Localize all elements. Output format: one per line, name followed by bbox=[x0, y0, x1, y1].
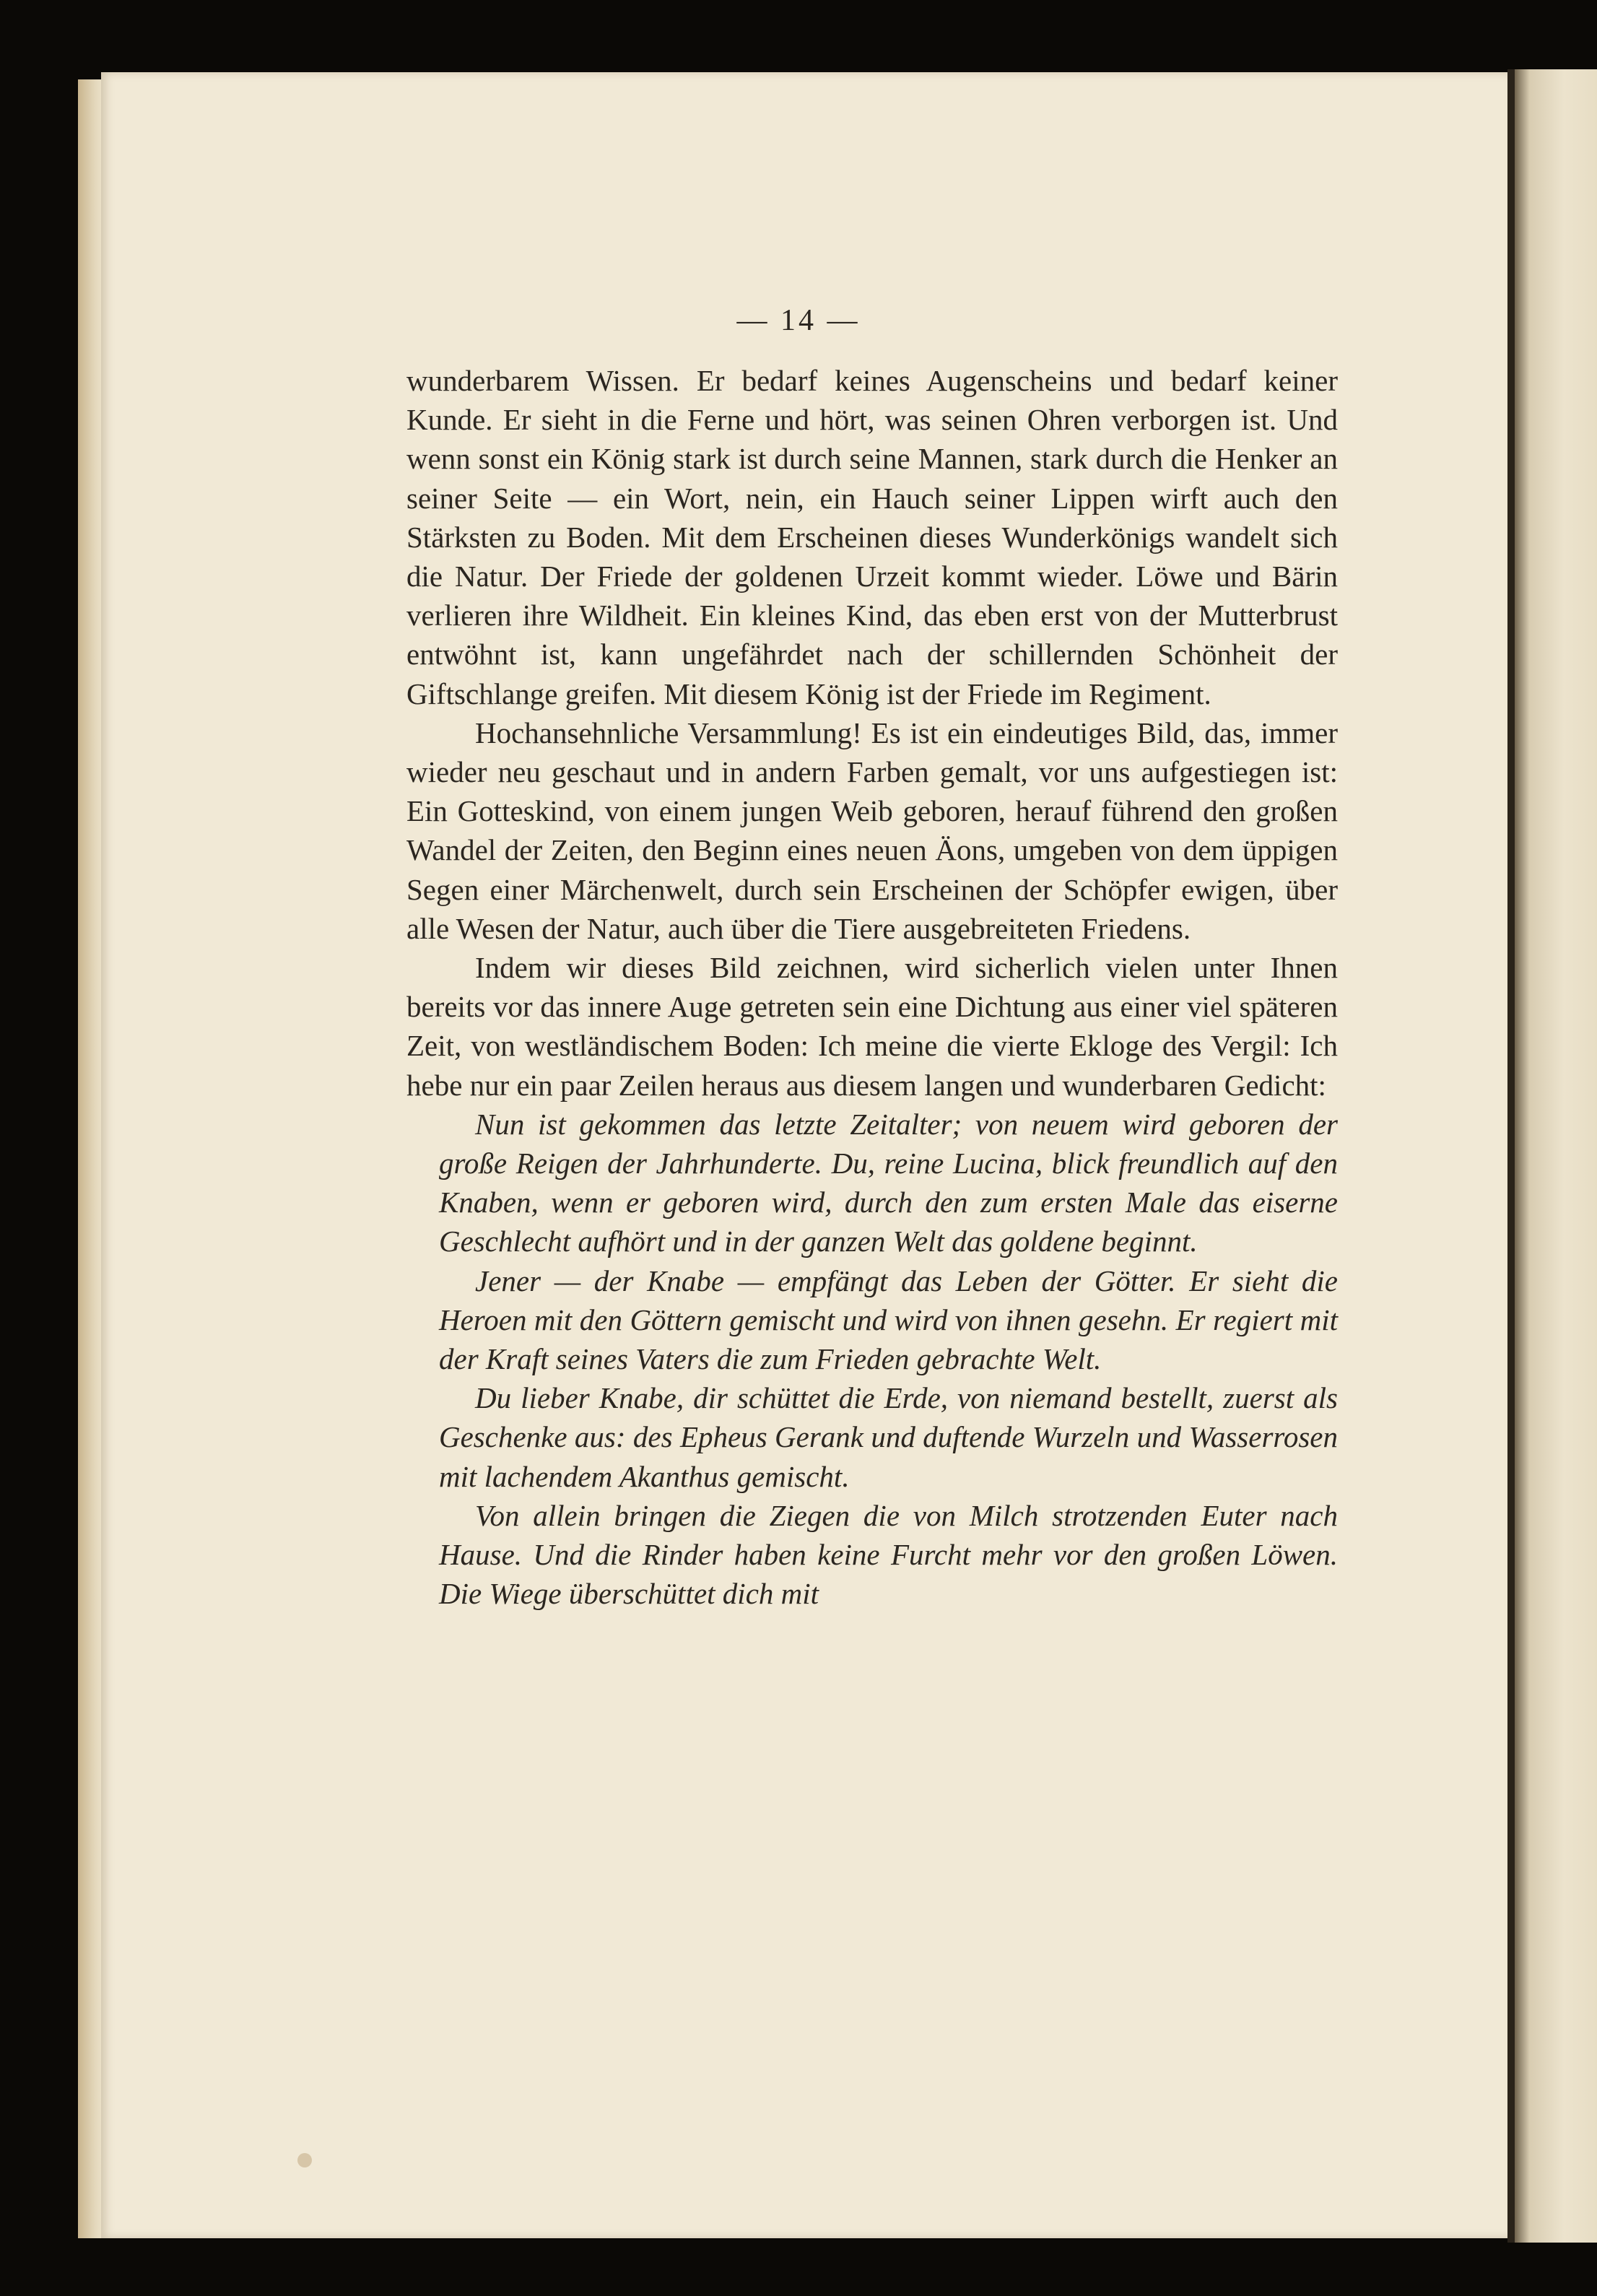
paper-stain bbox=[297, 2153, 312, 2167]
quote-stanza-1: Nun ist gekommen das letzte Zeitalter; von neuem wird geboren der große Reigen der Jahrhunderte. Du, reine Lucina, blick freundlich auf den Knaben, wenn er geboren wird, durch den zum ersten Male das eiserne Geschlecht aufhört und in der ganzen Welt das goldene beginnt. bbox=[439, 1107, 1338, 1258]
quote-stanza-2: Jener — der Knabe — empfängt das Leben der Götter. Er sieht die Heroen mit den Göttern gemischt und wird von ihnen gesehn. Er regiert mit der Kraft seines Vaters die zum Frieden gebrachte Welt. bbox=[439, 1264, 1338, 1376]
paragraph-2: Hochansehnliche Versammlung! Es ist ein eindeutiges Bild, das, immer wieder neu geschaut und in andern Farben gemalt, vor uns aufgestiegen ist: Ein Gotteskind, von einem jungen Weib geboren, herauf führend den großen Wandel der Zeiten, den Beginn eines neuen Äons, umgeben von dem üppigen Segen einer Märchenwelt, durch sein Erscheinen der Schöpfer ewigen, über alle Wesen der Natur, auch über die Tiere ausgebreiteten Friedens. bbox=[406, 716, 1338, 945]
paragraph-3: Indem wir dieses Bild zeichnen, wird sicherlich vielen unter Ihnen bereits vor das innere Auge getreten sein eine Dichtung aus einer viel späteren Zeit, von westländischem Boden: Ich meine die vierte Ekloge des Vergil: Ich hebe nur ein paar Zeilen heraus aus diesem langen und wunderbaren Gedicht: bbox=[406, 951, 1338, 1102]
next-page-edge bbox=[1515, 69, 1597, 2243]
page-number: — 14 — bbox=[736, 304, 861, 337]
quote-stanza-3: Du lieber Knabe, dir schüttet die Erde, von niemand bestellt, zuerst als Geschenke aus: des Epheus Gerank und duftende Wurzeln und Wasserrosen mit lachendem Akanthus gemischt. bbox=[439, 1381, 1338, 1493]
quote-stanza-4: Von allein bringen die Ziegen die von Milch strotzenden Euter nach Hause. Und die Rinder haben keine Furcht mehr vor den großen Löwen. Die Wiege überschüttet dich mit bbox=[439, 1498, 1338, 1611]
page-text bbox=[406, 361, 1338, 1614]
paragraph-1: wunderbarem Wissen. Er bedarf keines Augenscheins und bedarf keiner Kunde. Er sieht in die Ferne und hört, was seinen Ohren verborgen ist. Und wenn sonst ein König stark ist durch seine Mannen, stark durch die Henker an seiner Seite — ein Wort, nein, ein Hauch seiner Lippen wirft auch den Stärksten zu Boden. Mit dem Erscheinen dieses Wunderkönigs wandelt sich die Natur. Der Friede der goldenen Urzeit kommt wieder. Löwe und Bärin verlieren ihre Wildheit. Ein kleines Kind, das eben erst von der Mutterbrust entwöhnt ist, kann ungefährdet nach der schillernden Schönheit der Giftschlange greifen. Mit diesem König ist der Friede im Regiment. bbox=[406, 364, 1338, 710]
